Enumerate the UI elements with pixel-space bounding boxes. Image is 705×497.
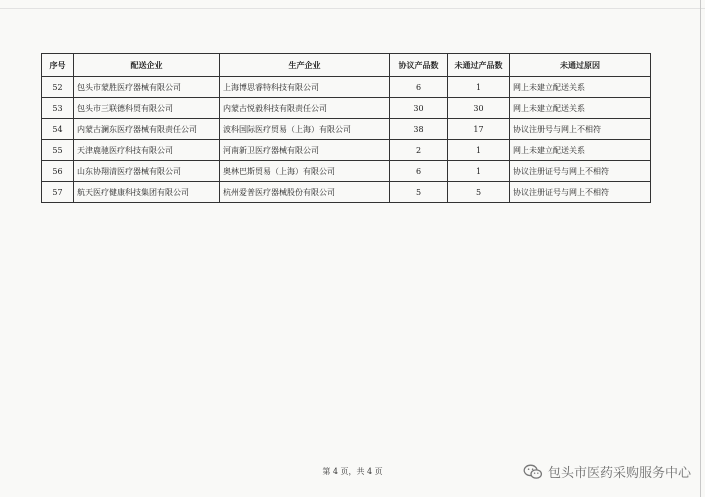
cell-index: 56: [42, 161, 74, 182]
cell-failed-count: 30: [448, 98, 510, 119]
cell-manufacturer: 奥林巴斯贸易（上海）有限公司: [220, 161, 390, 182]
table-row: [42, 119, 651, 140]
cell-manufacturer: 河南新卫医疗器械有限公司: [220, 140, 390, 161]
cell-distributor: 内蒙古澜东医疗器械有限责任公司: [74, 119, 220, 140]
cell-manufacturer: 上海博思睿特科技有限公司: [220, 77, 390, 98]
table-row: [42, 182, 651, 203]
table-row: [42, 161, 651, 182]
wechat-icon: [523, 464, 543, 480]
cell-failed-count: 1: [448, 161, 510, 182]
watermark-text: 包头市医药采购服务中心: [547, 466, 691, 481]
cell-index: 52: [42, 77, 74, 98]
cell-index: 57: [42, 182, 74, 203]
scan-edge-right: [700, 0, 701, 497]
cell-failed-count: 1: [448, 77, 510, 98]
header-failure-reason: 未通过原因: [510, 54, 651, 77]
cell-index: 54: [42, 119, 74, 140]
cell-index: 55: [42, 140, 74, 161]
cell-manufacturer: 内蒙古悦毅科技有限责任公司: [220, 98, 390, 119]
cell-distributor: 天津鹿驰医疗科技有限公司: [74, 140, 220, 161]
cell-failure-reason: 网上未建立配送关系: [510, 140, 651, 161]
cell-agreement-count: 38: [390, 119, 448, 140]
header-distributor: 配送企业: [74, 54, 220, 77]
watermark: [523, 462, 691, 481]
cell-failure-reason: 网上未建立配送关系: [510, 77, 651, 98]
cell-failure-reason: 网上未建立配送关系: [510, 98, 651, 119]
cell-distributor: 航天医疗健康科技集团有限公司: [74, 182, 220, 203]
header-index: 序号: [42, 54, 74, 77]
cell-agreement-count: 6: [390, 77, 448, 98]
cell-manufacturer: 杭州爱普医疗器械股份有限公司: [220, 182, 390, 203]
cell-failure-reason: 协议注册号与网上不相符: [510, 119, 651, 140]
header-failed-count: 未通过产品数: [448, 54, 510, 77]
cell-agreement-count: 5: [390, 182, 448, 203]
cell-distributor: 山东协翔清医疗器械有限公司: [74, 161, 220, 182]
header-agreement-count: 协议产品数: [390, 54, 448, 77]
scan-edge-top: [0, 8, 705, 9]
cell-agreement-count: 2: [390, 140, 448, 161]
table-header-row: [42, 54, 651, 77]
page-number: 第 4 页，共 4 页: [322, 467, 383, 476]
cell-distributor: 包头市三联德科贸有限公司: [74, 98, 220, 119]
table-row: [42, 77, 651, 98]
table-row: [42, 140, 651, 161]
cell-failed-count: 17: [448, 119, 510, 140]
cell-agreement-count: 6: [390, 161, 448, 182]
cell-agreement-count: 30: [390, 98, 448, 119]
cell-failed-count: 5: [448, 182, 510, 203]
cell-manufacturer: 波科国际医疗贸易（上海）有限公司: [220, 119, 390, 140]
cell-failure-reason: 协议注册证号与网上不相符: [510, 161, 651, 182]
cell-distributor: 包头市蒙胜医疗器械有限公司: [74, 77, 220, 98]
cell-index: 53: [42, 98, 74, 119]
results-table: [41, 53, 651, 203]
cell-failure-reason: 协议注册证号与网上不相符: [510, 182, 651, 203]
cell-failed-count: 1: [448, 140, 510, 161]
header-manufacturer: 生产企业: [220, 54, 390, 77]
table-row: [42, 98, 651, 119]
